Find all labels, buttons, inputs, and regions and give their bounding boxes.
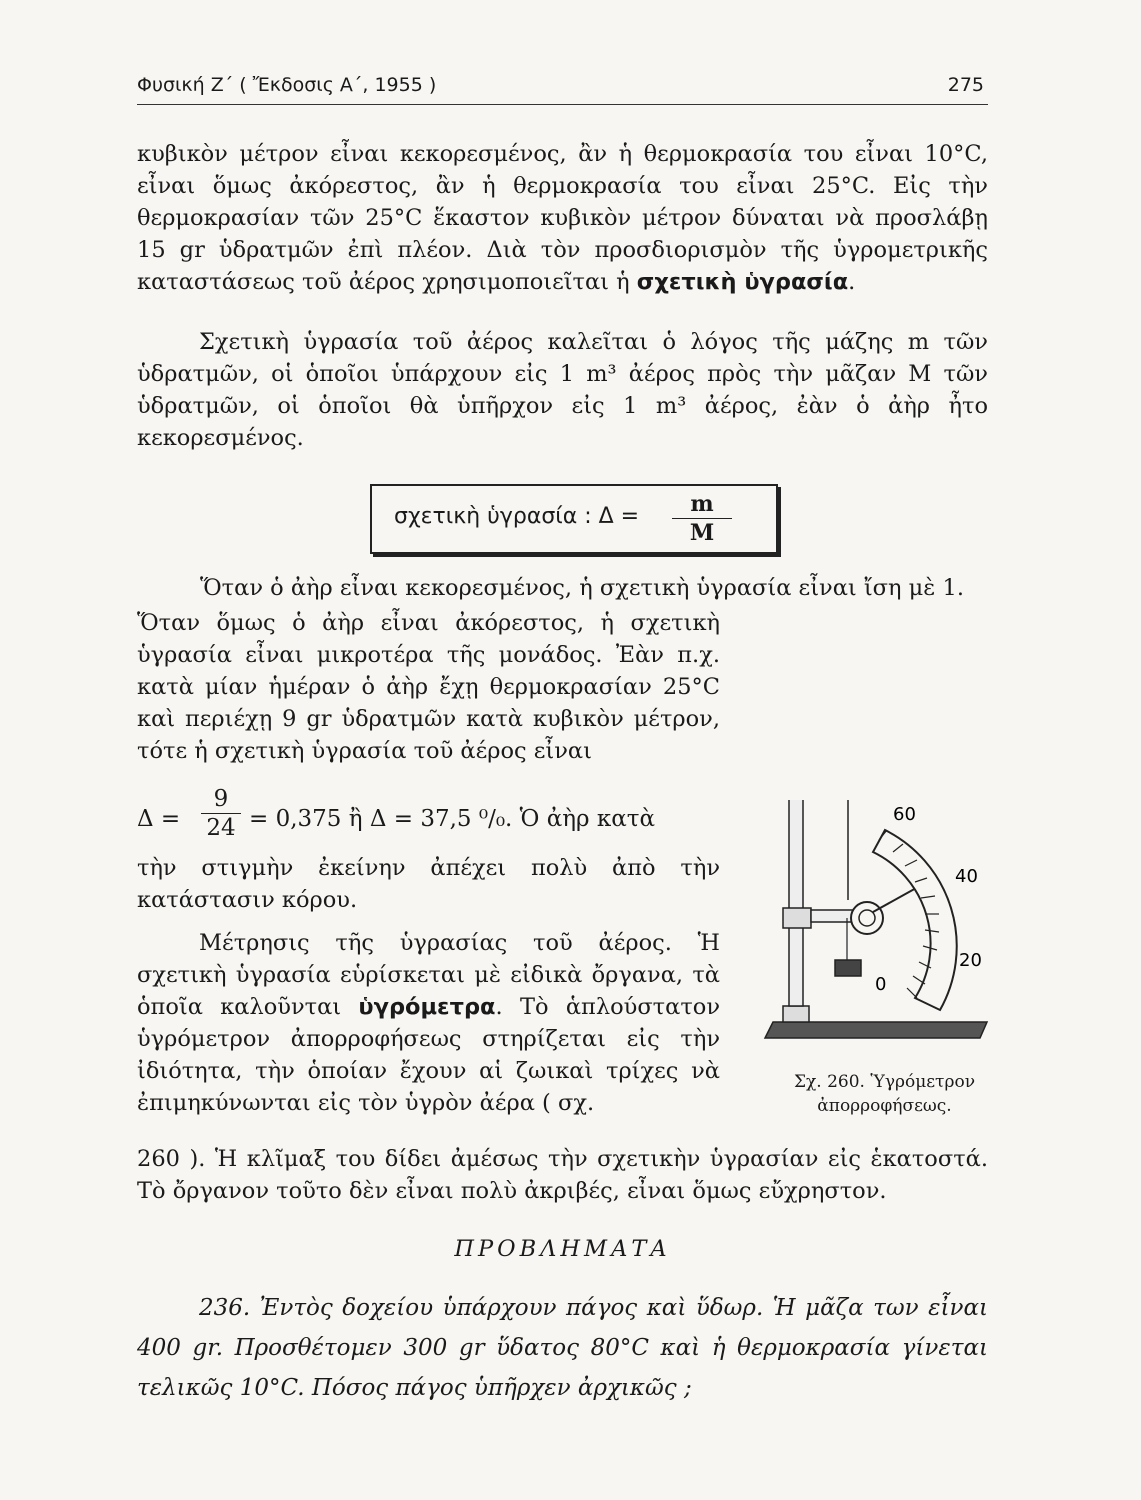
term-hygrometers: ὑγρόμετρα: [358, 994, 496, 1020]
paragraph-1-text-a: κυβικὸν μέτρον εἶναι κεκορεσμένος, ἂν ἡ θερμοκρασία του εἶναι 10°C, εἶναι ὅμως ἀκόρεστος, ἂν ἡ θερμοκρασία του εἶναι 25°C. Εἰς τὴν θερμοκρασίαν τῶν 25°C ἕκαστον κυβικὸν μέτρον δύναται νὰ προσλάβῃ 15 gr ὑδρατμῶν ἐπὶ πλέον. Διὰ τὸν προσδιορισμὸν τῆς ὑγρομετρικῆς καταστάσεως τοῦ ἀέρος χρησιμοποιεῖται ἡ: [137, 141, 988, 295]
example-formula: [137, 786, 720, 846]
paragraph-3: [137, 607, 720, 767]
term-relative-humidity: σχετικὴ ὑγρασία: [636, 269, 849, 295]
paragraph-4-text-a: Μέτρησις τῆς ὑγρασίας τοῦ ἀέρος. Ἡ σχετικὴ ὑγρασία εὑρίσκεται μὲ εἰδικὰ ὄργανα, τὰ ὁποῖα καλοῦνται: [137, 930, 720, 1020]
caption-line-2: ἀπορροφήσεως.: [817, 1096, 952, 1116]
paragraph-1-text-b: .: [848, 269, 856, 295]
paragraph-4: [137, 927, 720, 1119]
stand-foot: [783, 1006, 809, 1022]
example-fraction: [201, 786, 241, 841]
paragraph-1: [137, 138, 988, 298]
example-denominator: 24: [206, 815, 236, 841]
caption-line-1: Σχ. 260. Ὑγρόμετρον: [793, 1072, 976, 1092]
problem-236-text: 236. Ἐντὸς δοχείου ὑπάρχουν πάγος καὶ ὕδωρ. Ἡ μᾶζα των εἶναι 400 gr. Προσθέτομεν 300 gr ὕδατος 80°C καὶ ἡ θερμοκρασία γίνεται τελικῶς 10°C. Πόσος πάγος ὑπῆρχεν ἀρχικῶς ;: [137, 1295, 988, 1401]
hygrometer-base: [765, 1022, 987, 1038]
paragraph-2: [137, 326, 988, 454]
paragraph-4b: [137, 1143, 988, 1207]
scale-label-40: 40: [955, 866, 978, 887]
pulley-arm: [811, 910, 855, 922]
scale-label-60: 60: [893, 804, 916, 825]
section-title: ΠΡΟΒΛΗΜΑΤΑ: [454, 1236, 671, 1262]
saturated-line: Ὅταν ὁ ἀὴρ εἶναι κεκορεσμένος, ἡ σχετικὴ ὑγρασία εἶναι ἴση μὲ 1.: [200, 575, 964, 601]
formula-fraction: [672, 491, 732, 546]
scale-label-0: 0: [875, 974, 887, 995]
paragraph-3-text: Ὅταν ὅμως ὁ ἀὴρ εἶναι ἀκόρεστος, ἡ σχετικὴ ὑγρασία εἶναι μικροτέρα τῆς μονάδος. Ἐὰν π.χ. κατὰ μίαν ἡμέραν ὁ ἀὴρ ἔχῃ θερμοκρασίαν 25°C καὶ περιέχῃ 9 gr ὑδρατμῶν κατὰ κυβικὸν μέτρον, τότε ἡ σχετικὴ ὑγρασία τοῦ ἀέρος εἶναι: [137, 610, 720, 764]
hygrometer-figure: [755, 800, 995, 1070]
figure-caption: [772, 1070, 997, 1118]
scale-label-20: 20: [959, 950, 982, 971]
example-result: = 0,375 ἢ Δ = 37,5 ⁰/₀. Ὁ ἀὴρ κατὰ: [249, 806, 656, 832]
stand-pole: [789, 800, 803, 1006]
example-numerator: 9: [213, 786, 229, 812]
paragraph-4b-text: 260 ). Ἡ κλῖμαξ του δίδει ἀμέσως τὴν σχετικὴν ὑγρασίαν εἰς ἑκατοστά. Τὸ ὄργανον τοῦτο δὲν εἶναι πολὺ ἀκριβές, εἶναι ὅμως εὔχρηστον.: [137, 1146, 988, 1204]
paragraph-3b: [137, 852, 720, 916]
counterweight: [835, 960, 861, 976]
paragraph-2-text: Σχετικὴ ὑγρασία τοῦ ἀέρος καλεῖται ὁ λόγος τῆς μάζης m τῶν ὑδρατμῶν, οἱ ὁποῖοι ὑπάρχουν εἰς 1 m³ ἀέρος πρὸς τὴν μᾶζαν M τῶν ὑδρατμῶν, οἱ ὁποῖοι θὰ ὑπῆρχον εἰς 1 m³ ἀέρος, ἐὰν ὁ ἀὴρ ἦτο κεκορεσμένος.: [137, 329, 988, 451]
formula-label: σχετικὴ ὑγρασία : Δ =: [394, 504, 640, 529]
example-delta: Δ =: [137, 806, 181, 832]
page-number: 275: [947, 74, 984, 96]
formula-numerator: m: [690, 491, 714, 517]
paragraph-3b-text: τὴν στιγμὴν ἐκείνην ἀπέχει πολὺ ἀπὸ τὴν κατάστασιν κόρου.: [137, 855, 720, 913]
running-title: Φυσική Ζ΄ ( Ἔκδοσις Α΄, 1955 ): [137, 74, 437, 96]
page-header: [137, 70, 988, 105]
problem-236: [137, 1288, 988, 1408]
formula-denominator: M: [689, 520, 715, 546]
paragraph-4-text-b: . Τὸ ἁπλούστατον ὑγρόμετρον ἀπορροφήσεως στηρίζεται εἰς τὴν ἰδιότητα, τὴν ὁποίαν ἔχουν αἱ ζωικαὶ τρίχες νὰ ἐπιμηκύνωνται εἰς τὸν ὑγρὸν ἀέρα ( σχ.: [137, 994, 720, 1116]
definition-formula-box: [370, 484, 778, 554]
clamp: [783, 908, 811, 928]
